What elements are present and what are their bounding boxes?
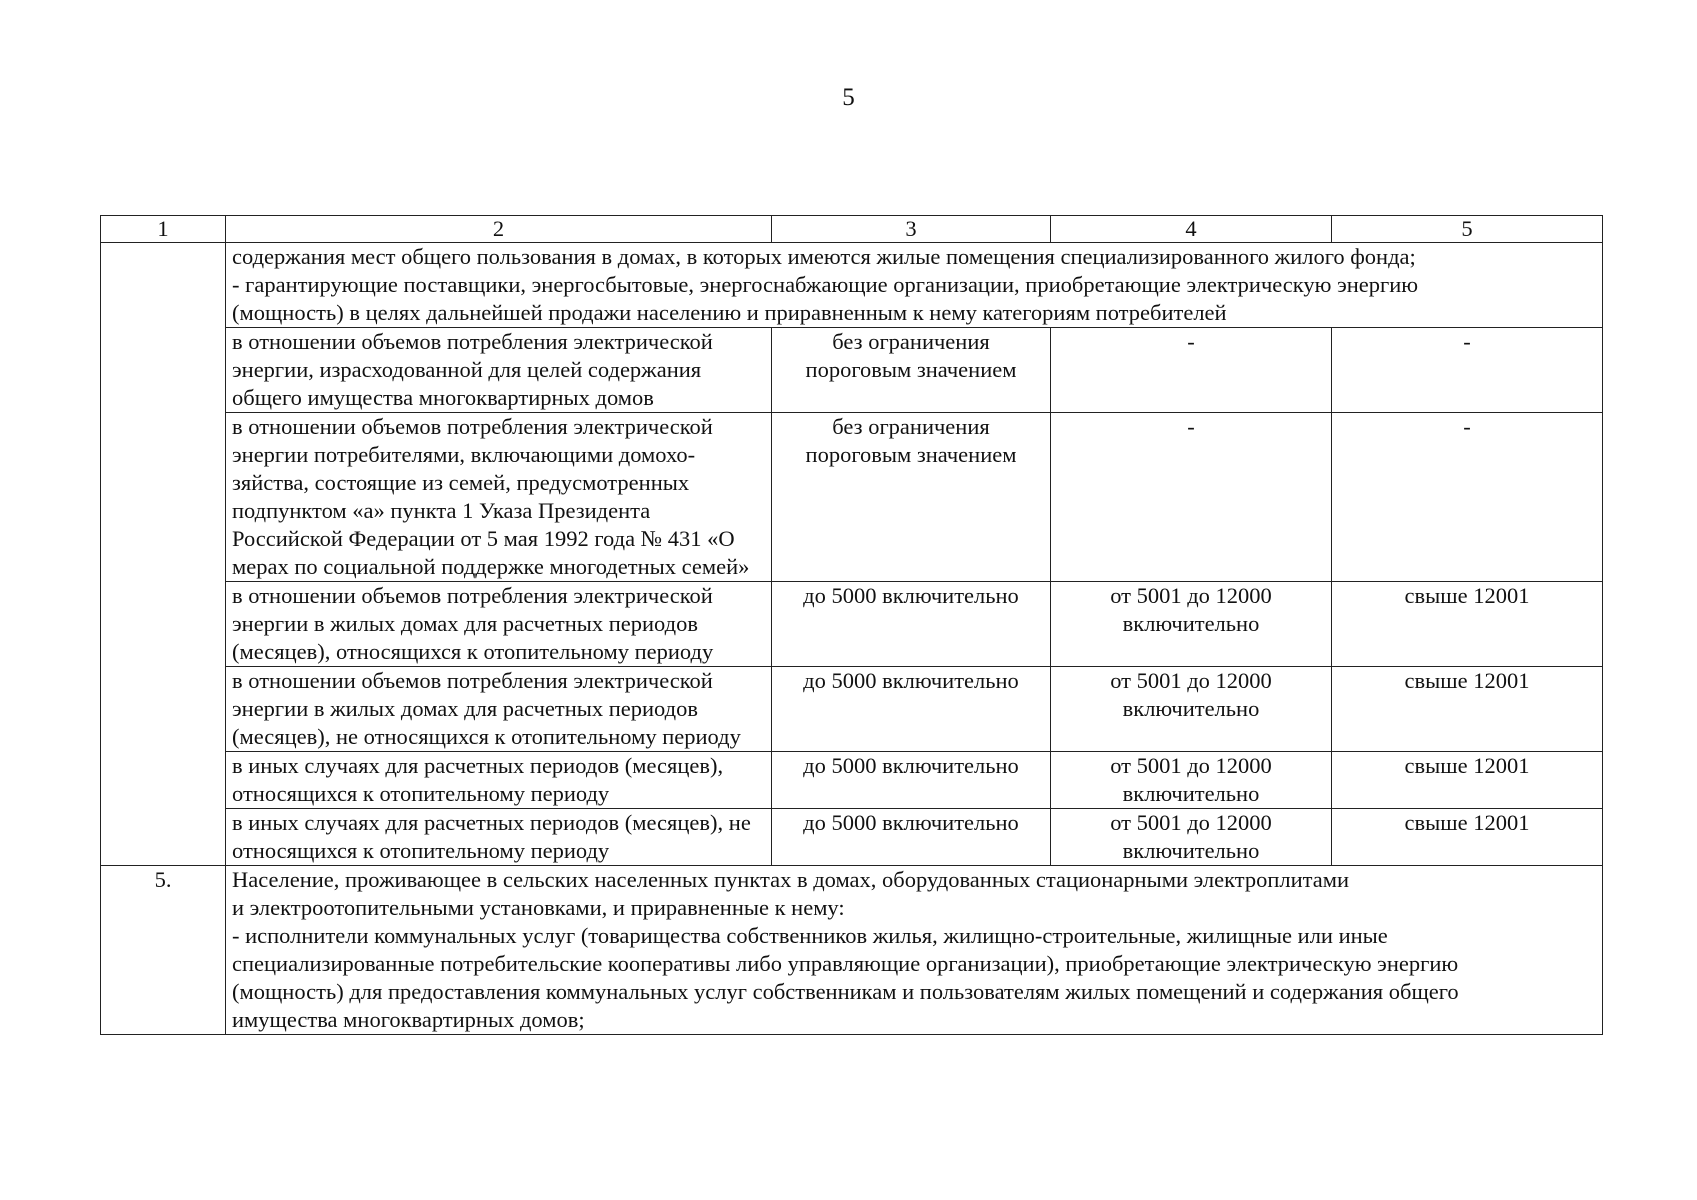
tariff-table (100, 215, 1603, 1035)
threshold-cell-4: от 5001 до 12000 включительно (1051, 582, 1332, 667)
table-row (101, 413, 1603, 582)
table-row (101, 752, 1603, 809)
section-5-text (226, 866, 1603, 1035)
column-number: 2 (226, 216, 772, 243)
text-line: (мощность) в целях дальнейшей продажи населению и приравненным к нему категориям потребителей (232, 300, 1227, 325)
text-line: (мощность) для предоставления коммунальных услуг собственникам и пользователям жилых помещений и содержания общего (232, 979, 1459, 1004)
text-line: - гарантирующие поставщики, энергосбытовые, энергоснабжающие организации, приобретающие электрическую энергию (232, 272, 1419, 297)
threshold-cell-4: от 5001 до 12000 включительно (1051, 809, 1332, 866)
row-number-cell (101, 243, 226, 866)
text-line: - исполнители коммунальных услуг (товарищества собственников жилья, жилищно-строительные, жилищные или иные (232, 923, 1388, 948)
threshold-cell-5: - (1332, 328, 1603, 413)
text-line: специализированные потребительские кооперативы либо управляющие организации), приобретающие электрическую энергию (232, 951, 1459, 976)
description-cell: в отношении объемов потребления электрической энергии в жилых домах для расчетных периодов (месяцев), не относящихся к отопительному периоду (226, 667, 772, 752)
description-cell: в отношении объемов потребления электрической энергии потребителями, включающими домохо-зяйства, состоящие из семей, предусмотренных подпунктом «а» пункта 1 Указа Президента Российской Федерации от 5 мая 1992 года № 431 «О мерах по социальной поддержке многодетных семей» (226, 413, 772, 582)
text-line: содержания мест общего пользования в домах, в которых имеются жилые помещения специализированного жилого фонда; (232, 244, 1416, 269)
threshold-cell-5: - (1332, 413, 1603, 582)
text-line: имущества многоквартирных домов; (232, 1007, 585, 1032)
description-cell: в отношении объемов потребления электрической энергии в жилых домах для расчетных периодов (месяцев), относящихся к отопительному периоду (226, 582, 772, 667)
text-line: и электроотопительными установками, и приравненные к нему: (232, 895, 845, 920)
threshold-cell-3: до 5000 включительно (772, 809, 1051, 866)
table-row (101, 809, 1603, 866)
section-number: 5. (101, 866, 226, 1035)
threshold-cell-4: - (1051, 328, 1332, 413)
column-number: 3 (772, 216, 1051, 243)
threshold-cell-3: без ограничения пороговым значением (772, 328, 1051, 413)
threshold-cell-4: - (1051, 413, 1332, 582)
threshold-cell-3: до 5000 включительно (772, 752, 1051, 809)
section-5-row (101, 866, 1603, 1035)
table-row (101, 328, 1603, 413)
threshold-cell-4: от 5001 до 12000 включительно (1051, 667, 1332, 752)
threshold-cell-3: до 5000 включительно (772, 582, 1051, 667)
threshold-cell-5: свыше 12001 (1332, 752, 1603, 809)
description-cell: в иных случаях для расчетных периодов (месяцев), относящихся к отопительному периоду (226, 752, 772, 809)
threshold-cell-4: от 5001 до 12000 включительно (1051, 752, 1332, 809)
column-number: 1 (101, 216, 226, 243)
description-cell: в иных случаях для расчетных периодов (месяцев), не относящихся к отопительному периоду (226, 809, 772, 866)
threshold-cell-5: свыше 12001 (1332, 809, 1603, 866)
column-number-row (101, 216, 1603, 243)
column-number: 4 (1051, 216, 1332, 243)
description-cell: в отношении объемов потребления электрической энергии, израсходованной для целей содержания общего имущества многоквартирных домов (226, 328, 772, 413)
table-row (101, 582, 1603, 667)
threshold-cell-3: до 5000 включительно (772, 667, 1051, 752)
threshold-cell-3: без ограничения пороговым значением (772, 413, 1051, 582)
continuation-row (101, 243, 1603, 328)
table-row (101, 667, 1603, 752)
continuation-text (226, 243, 1603, 328)
threshold-cell-5: свыше 12001 (1332, 667, 1603, 752)
text-line: Население, проживающее в сельских населенных пунктах в домах, оборудованных стационарными электроплитами (232, 867, 1350, 892)
column-number: 5 (1332, 216, 1603, 243)
threshold-cell-5: свыше 12001 (1332, 582, 1603, 667)
page-number: 5 (842, 84, 855, 111)
